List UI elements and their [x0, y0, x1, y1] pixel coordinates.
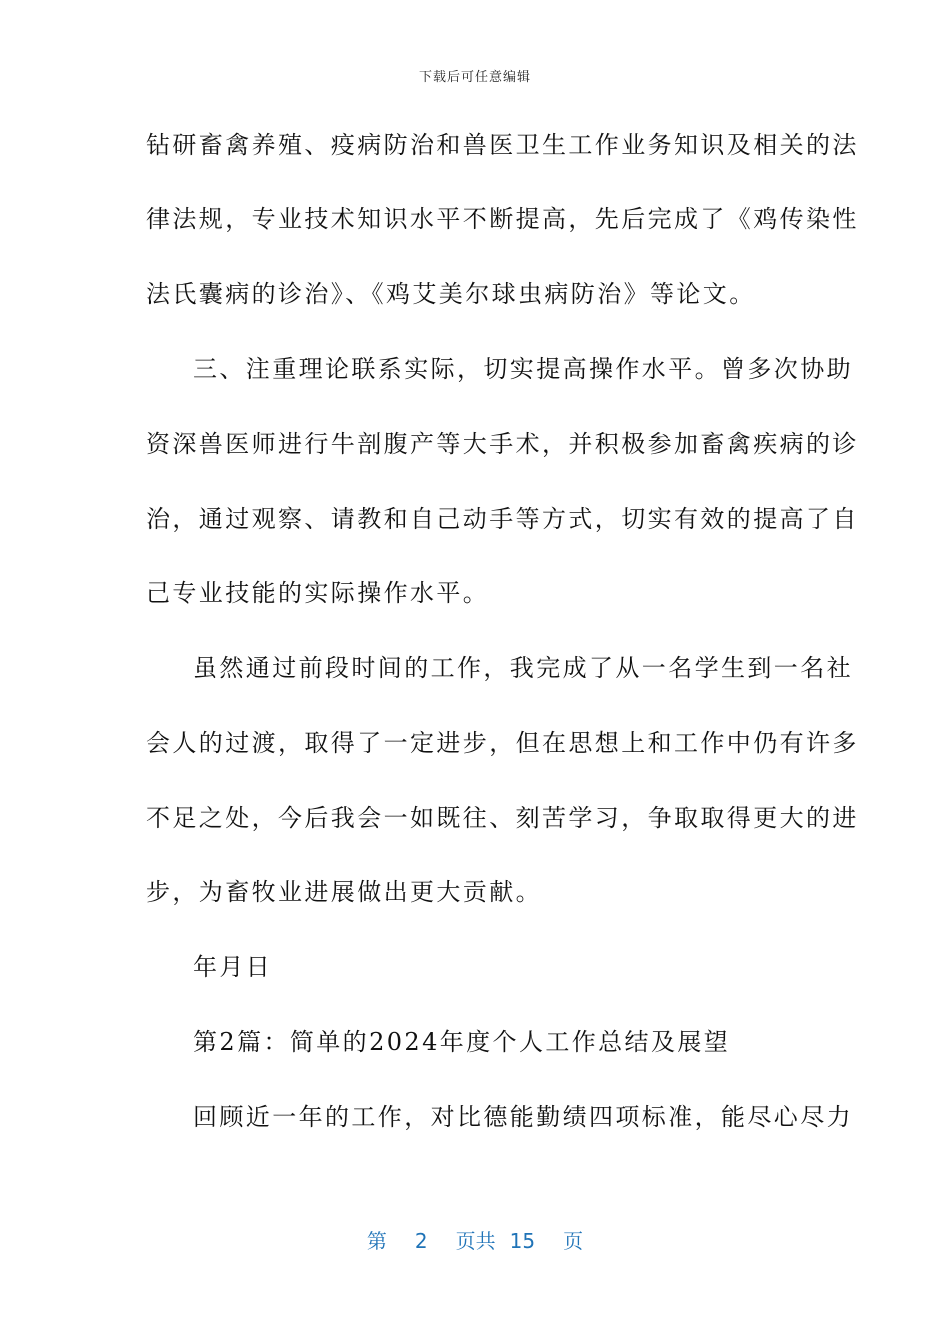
body-line: 钻研畜禽养殖、疫病防治和兽医卫生工作业务知识及相关的法 [146, 131, 859, 159]
page-header: 下载后可任意编辑 [418, 70, 531, 85]
date-line: 年月日 [193, 953, 273, 981]
page-footer [0, 1225, 950, 1254]
body-line: 资深兽医师进行牛剖腹产等大手术，并积极参加畜禽疾病的诊 [146, 430, 859, 458]
footer-suffix: 页 [563, 1229, 584, 1253]
footer-total-pages: 15 [509, 1229, 536, 1253]
body-line: 会人的过渡，取得了一定进步，但在思想上和工作中仍有许多 [146, 729, 859, 757]
body-line: 法氏囊病的诊治》、《鸡艾美尔球虫病防治》等论文。 [146, 280, 756, 308]
footer-middle: 页共 [455, 1229, 496, 1253]
paragraph-first-line: 虽然通过前段时间的工作，我完成了从一名学生到一名社 [193, 654, 853, 682]
footer-current-page: 2 [414, 1229, 428, 1253]
footer-prefix: 第 [366, 1229, 387, 1253]
body-line: 不足之处，今后我会一如既往、刻苦学习，争取取得更大的进 [146, 804, 859, 832]
paragraph-first-line: 回顾近一年的工作，对比德能勤绩四项标准，能尽心尽力 [193, 1103, 853, 1131]
body-line: 己专业技能的实际操作水平。 [146, 579, 490, 607]
section-title: 第2篇：简单的2024年度个人工作总结及展望 [193, 1028, 731, 1056]
paragraph-first-line: 三、注重理论联系实际，切实提高操作水平。曾多次协助 [193, 355, 853, 383]
body-line: 律法规，专业技术知识水平不断提高，先后完成了《鸡传染性 [146, 205, 859, 233]
body-line: 步，为畜牧业进展做出更大贡献。 [146, 878, 542, 906]
body-line: 治，通过观察、请教和自己动手等方式，切实有效的提高了自 [146, 505, 859, 533]
